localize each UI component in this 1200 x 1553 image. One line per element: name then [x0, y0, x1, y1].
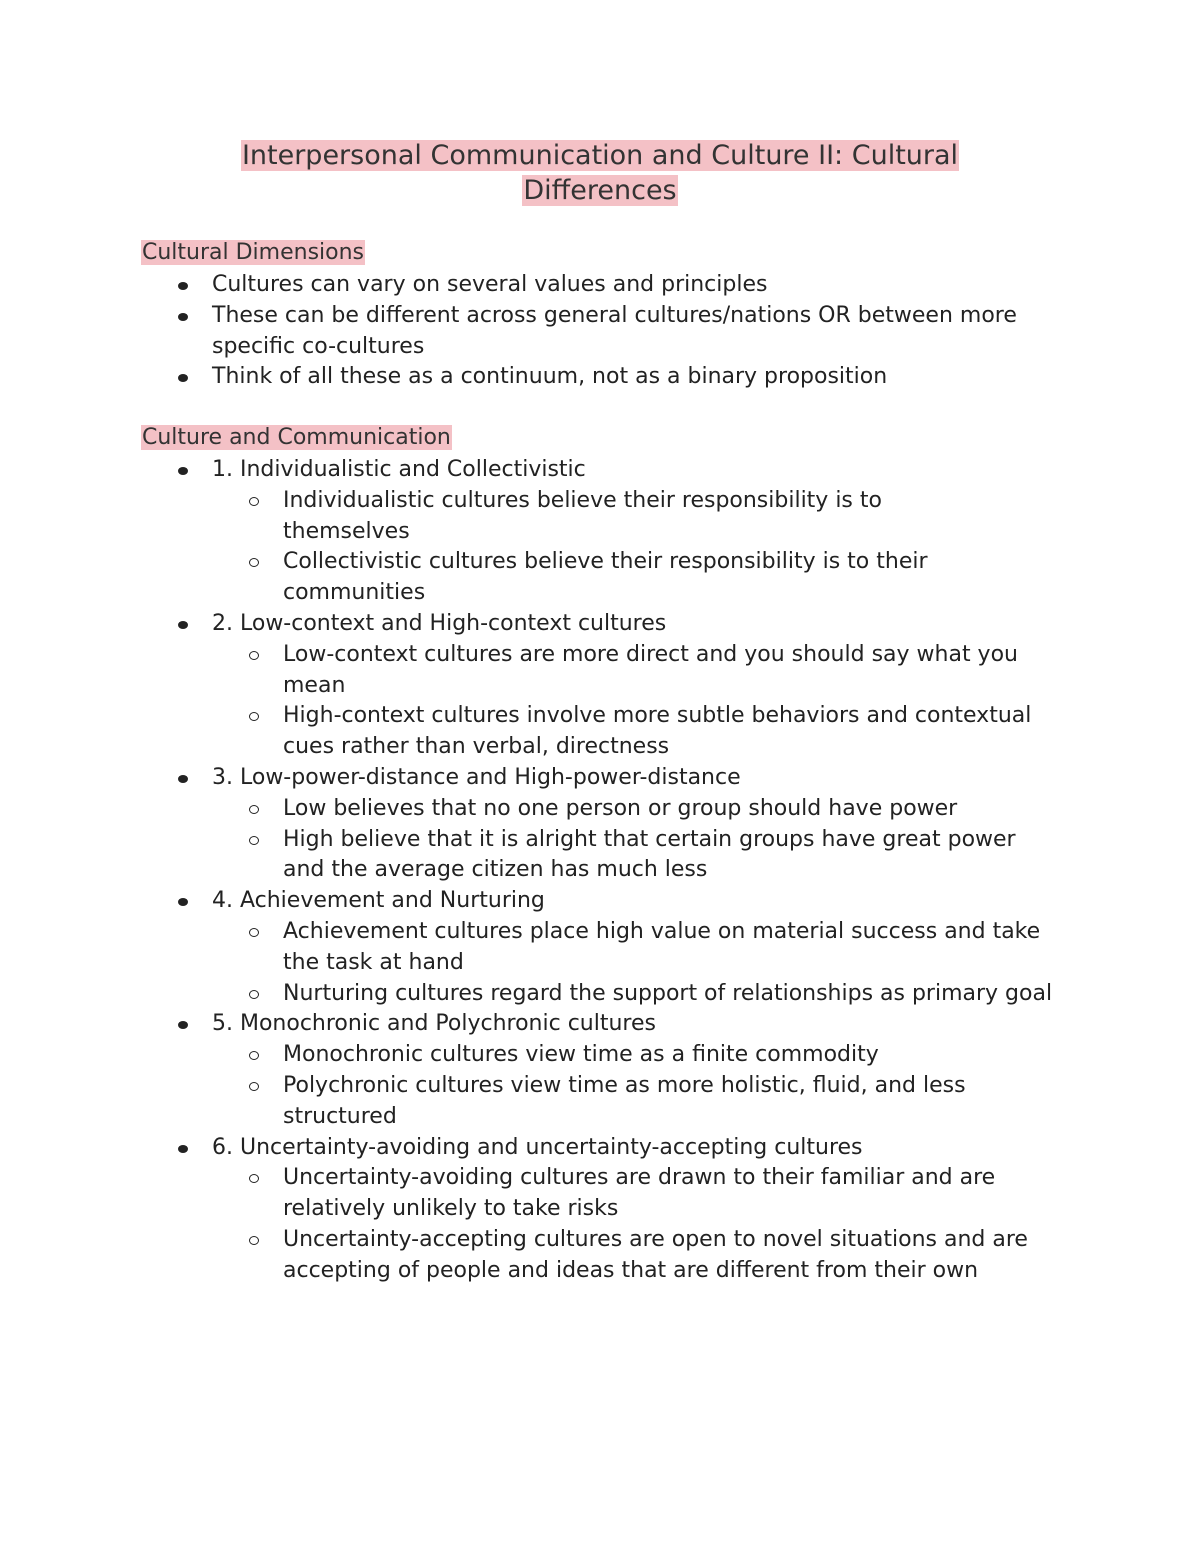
list-item-text: Think of all these as a continuum, not as a binary proposition: [212, 364, 888, 390]
list-item-text: 2. Low-context and High-context cultures: [212, 610, 667, 636]
sub-list-item: [212, 640, 1042, 702]
bullet-icon: [178, 1021, 188, 1029]
sub-list-item: [212, 1163, 1042, 1225]
sub-list-item: [212, 486, 972, 548]
bullet-icon: [178, 1145, 188, 1153]
circle-bullet-icon: [249, 497, 259, 506]
bullet-icon: [178, 313, 188, 321]
bullet-icon: [178, 898, 188, 906]
list-item-text: 5. Monochronic and Polychronic cultures: [212, 1011, 656, 1037]
list-item: [141, 301, 1041, 363]
bullet-icon: [178, 467, 188, 475]
circle-bullet-icon: [249, 558, 259, 567]
bullet-list: [141, 270, 1041, 393]
section-cultural-dimensions: [141, 238, 1071, 393]
sub-list-item: [212, 794, 1042, 825]
sub-list-item-text: Low-context cultures are more direct and you should say what you mean: [283, 641, 1018, 698]
sub-list-item: [212, 1071, 1042, 1133]
sub-list-item: [212, 979, 1062, 1010]
list-item-text: 3. Low-power-distance and High-power-distance: [212, 764, 741, 790]
page-title: [150, 138, 1050, 208]
sub-list-item: [212, 825, 1042, 887]
circle-bullet-icon: [249, 928, 259, 937]
title-line-1: Interpersonal Communication and Culture II: Cultural: [241, 140, 959, 171]
list-item-text: 1. Individualistic and Collectivistic: [212, 457, 586, 482]
section-heading-text: Culture and Communication: [142, 425, 451, 450]
sub-list-item: [212, 917, 1062, 979]
sub-list: [212, 486, 972, 609]
sub-list-item-text: Low believes that no one person or group should have power: [283, 795, 958, 821]
sub-list: [212, 917, 1062, 1009]
sub-list: [212, 640, 1042, 763]
sub-list-item: [212, 1040, 1042, 1071]
bullet-icon: [178, 621, 188, 629]
list-item-text: 4. Achievement and Nurturing: [212, 888, 545, 914]
circle-bullet-icon: [249, 651, 259, 660]
circle-bullet-icon: [249, 1051, 259, 1060]
sub-list-item-text: High believe that it is alright that certain groups have great power and the average citizen has much less: [283, 826, 1016, 883]
sub-list-item: [212, 547, 972, 609]
sub-list: [212, 1040, 1042, 1132]
circle-bullet-icon: [249, 1082, 259, 1091]
circle-bullet-icon: [249, 1236, 259, 1245]
section-culture-and-communication: [141, 423, 1071, 1287]
sub-list-item-text: High-context cultures involve more subtle behaviors and contextual cues rather than verbal, directness: [283, 703, 1032, 760]
circle-bullet-icon: [249, 990, 259, 999]
sub-list-item-text: Uncertainty-avoiding cultures are drawn to their familiar and are relatively unlikely to take risks: [283, 1165, 996, 1222]
sub-list-item-text: Monochronic cultures view time as a finite commodity: [283, 1042, 879, 1068]
sub-list-item-text: Individualistic cultures believe their responsibility is to themselves: [283, 487, 882, 544]
sub-list-item-text: Nurturing cultures regard the support of relationships as primary goal: [283, 980, 1053, 1006]
list-item: [141, 763, 1071, 886]
list-item: [141, 1009, 1071, 1132]
list-item: [141, 455, 1071, 609]
list-item: [141, 609, 1071, 763]
circle-bullet-icon: [249, 836, 259, 845]
list-item-text: These can be different across general cultures/nations OR between more specific co-cultures: [212, 302, 1017, 359]
section-heading-text: Cultural Dimensions: [142, 240, 365, 265]
section-heading: [141, 238, 1071, 270]
sub-list-item: [212, 701, 1042, 763]
bullet-icon: [178, 374, 188, 382]
sub-list: [212, 794, 1042, 886]
circle-bullet-icon: [249, 805, 259, 814]
sub-list: [212, 1163, 1042, 1286]
circle-bullet-icon: [249, 712, 259, 721]
circle-bullet-icon: [249, 1174, 259, 1183]
list-item: [141, 270, 1041, 301]
list-item: [141, 1133, 1071, 1287]
list-item: [141, 886, 1071, 1009]
sub-list-item: [212, 1225, 1042, 1287]
sub-list-item-text: Achievement cultures place high value on material success and take the task at hand: [283, 918, 1041, 975]
section-heading: [141, 423, 1071, 455]
list-item-text: Cultures can vary on several values and principles: [212, 272, 768, 297]
bullet-icon: [178, 282, 188, 290]
sub-list-item-text: Polychronic cultures view time as more holistic, fluid, and less structured: [283, 1072, 966, 1129]
sub-list-item-text: Uncertainty-accepting cultures are open to novel situations and are accepting of people and ideas that are different from their own: [283, 1226, 1028, 1283]
sub-list-item-text: Collectivistic cultures believe their responsibility is to their communities: [283, 549, 928, 606]
list-item-text: 6. Uncertainty-avoiding and uncertainty-accepting cultures: [212, 1134, 863, 1160]
bullet-list: [141, 455, 1071, 1287]
list-item: [141, 362, 1041, 393]
bullet-icon: [178, 775, 188, 783]
title-line-2: Differences: [523, 175, 677, 206]
